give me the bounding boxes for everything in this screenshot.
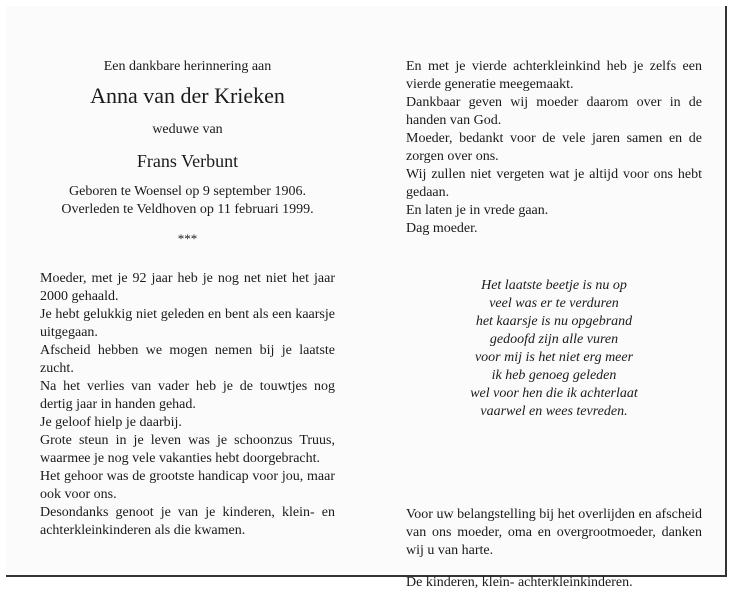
right-paragraph: Moeder, bedankt voor de vele jaren samen en de zorgen over ons. [406, 131, 702, 164]
poem-line: vaarwel en wees tevreden. [480, 404, 628, 419]
poem-line: wel voor hen die ik achterlaat [470, 386, 638, 401]
poem [406, 277, 702, 421]
right-column [406, 58, 702, 592]
death-line: Overleden te Veldhoven op 11 februari 1999. [61, 202, 314, 217]
memorial-card [6, 6, 727, 590]
poem-line: gedoofd zijn alle vuren [489, 332, 619, 347]
left-paragraph: Je geloof hielp je daarbij. [40, 415, 182, 430]
thanks-paragraph: Voor uw belangstelling bij het overlijden en afscheid van ons moeder, oma en overgrootmoeder, danken wij u van harte. [406, 507, 702, 558]
separator-stars: *** [177, 231, 198, 246]
right-paragraph: En met je vierde achterkleinkind heb je zelfs een vierde generatie meegemaakt. [406, 59, 702, 92]
life-dates [40, 183, 335, 219]
left-paragraph: Grote steun in je leven was je schoonzus Truus, waarmee je nog vele vakanties hebt doorgebracht. [40, 433, 335, 466]
left-column [40, 58, 335, 540]
husband-name: Frans Verbunt [136, 151, 239, 171]
poem-line: ik heb genoeg geleden [491, 368, 617, 383]
right-paragraph: En laten je in vrede gaan. [406, 203, 549, 218]
intro-line: Een dankbare herinnering aan [103, 59, 272, 74]
poem-line: voor mij is het niet erg meer [474, 350, 634, 365]
left-paragraph: Desondanks genoot je van je kinderen, klein- en achterkleinkinderen als die kwamen. [40, 505, 335, 538]
poem-line: Het laatste beetje is nu op [481, 278, 627, 293]
poem-line: veel was er te verduren [489, 296, 619, 311]
birth-line: Geboren te Woensel op 9 september 1906. [69, 184, 306, 199]
right-paragraph: Dankbaar geven wij moeder daarom over in de handen van God. [406, 95, 702, 128]
right-paragraph: Wij zullen niet vergeten wat je altijd voor ons hebt gedaan. [406, 167, 702, 200]
signature-line: De kinderen, klein- achterkleinkinderen. [406, 575, 633, 590]
left-paragraph: Afscheid hebben we mogen nemen bij je laatste zucht. [40, 343, 335, 376]
left-paragraph: Na het verlies van vader heb je de touwtjes nog dertig jaar in handen gehad. [40, 379, 335, 412]
deceased-name: Anna van der Krieken [90, 83, 285, 108]
left-paragraph: Moeder, met je 92 jaar heb je nog net niet het jaar 2000 gehaald. [40, 271, 335, 304]
left-paragraph: Het gehoor was de grootste handicap voor jou, maar ook voor ons. [40, 469, 335, 502]
widow-of-label: weduwe van [152, 122, 223, 137]
right-paragraph: Dag moeder. [406, 221, 478, 236]
poem-line: het kaarsje is nu opgebrand [475, 314, 633, 329]
left-paragraph: Je hebt gelukkig niet geleden en bent als een kaarsje uitgegaan. [40, 307, 335, 340]
